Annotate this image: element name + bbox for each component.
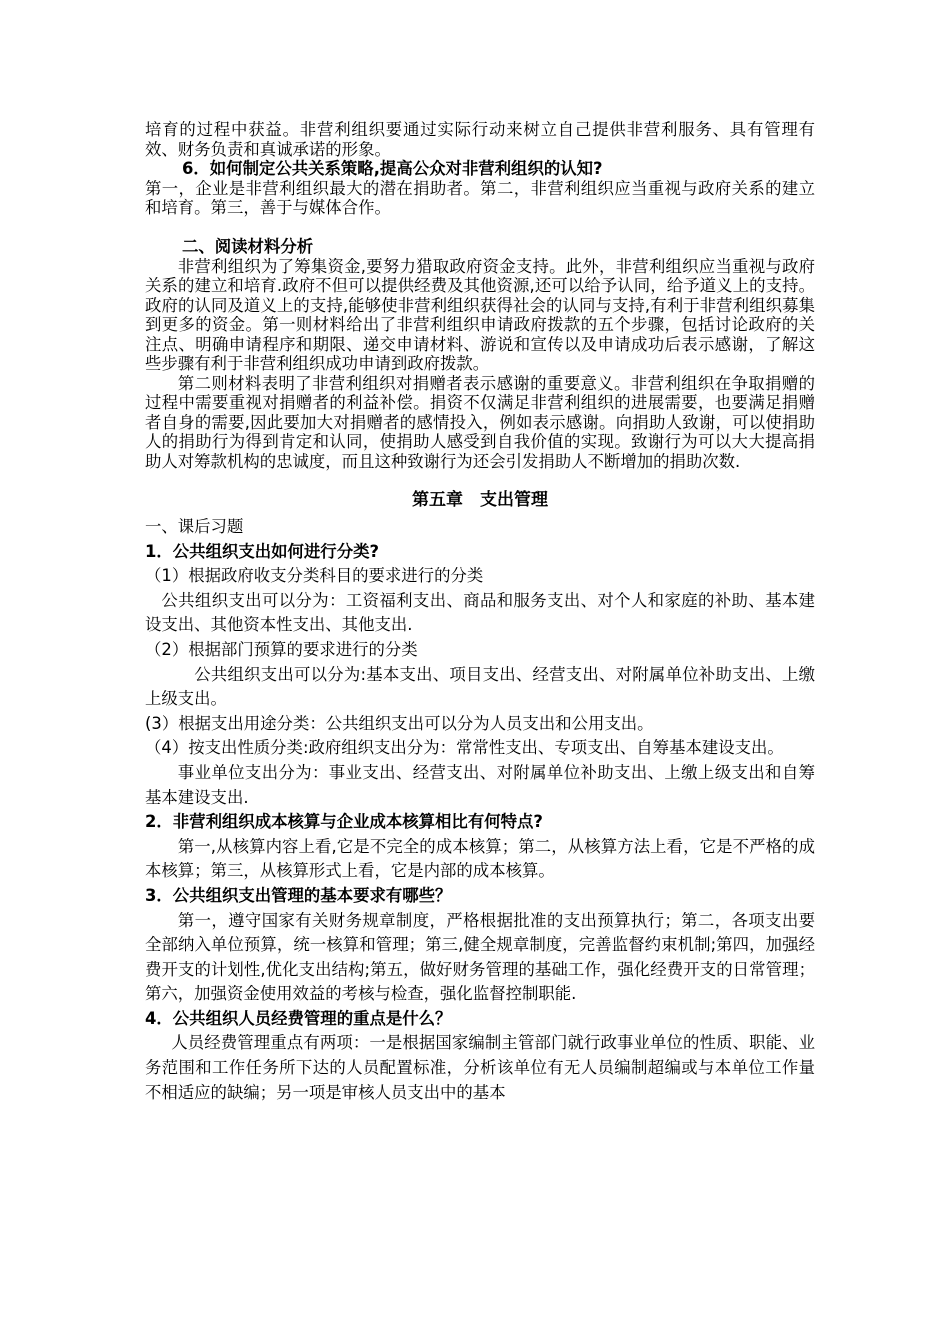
question-1-subtitle-2: （2）根据部门预算的要求进行的分类 (145, 639, 418, 659)
section-1-title: 一、课后习题 (145, 517, 244, 536)
reading-analysis-paragraph-1: 非营利组织为了筹集资金,要努力猎取政府资金支持。此外，非营利组织应当重视与政府关系的建立和培育.政府不但可以提供经费及其他资源,还可以给予认同，给予道义上的支持。政府的认同及道义上的支持,能够使非营利组织获得社会的认同与支持,有利于非营利组织募集到更多的资金。第一则材料给出了非营利组织申请政府拨款的五个步骤，包括讨论政府的关注点、明确申请程序和期限、递交申请材料、游说和宣传以及申请成功后表示感谢，了解这些步骤有利于非营利组织成功申请到政府拨款。 (145, 256, 815, 373)
question-6-title: 6．如何制定公共关系策略,提高公众对非营利组织的认知? (182, 159, 603, 178)
chapter-title: 第五章 支出管理 (412, 490, 548, 510)
continued-paragraph: 培育的过程中获益。非营利组织要通过实际行动来树立自己提供非营利服务、具有管理有效、财务负责和真诚承诺的形象。 (145, 120, 815, 159)
question-1-body-4: 事业单位支出分为：事业支出、经营支出、对附属单位补助支出、上缴上级支出和自筹基本建设支出. (145, 762, 815, 807)
upper-section (145, 120, 815, 471)
question-1-body-2: 公共组织支出可以分为:基本支出、项目支出、经营支出、对附属单位补助支出、上缴上级支出。 (145, 664, 815, 709)
question-3-title: 3．公共组织支出管理的基本要求有哪些？ (145, 885, 452, 905)
question-1-subtitle-4: （4）按支出性质分类:政府组织支出分为：常常性支出、专项支出、自筹基本建设支出。 (145, 738, 784, 758)
question-1-subtitle-1: （1）根据政府收支分类科目的要求进行的分类 (145, 566, 484, 586)
document-page (145, 120, 815, 1105)
question-3-answer: 第一，遵守国家有关财务规章制度，严格根据批准的支出预算执行；第二，各项支出要全部纳入单位预算，统一核算和管理；第三,健全规章制度，完善监督约束机制;第四，加强经费开支的计划性,优化支出结构;第五，做好财务管理的基础工作，强化经费开支的日常管理；第六，加强资金使用效益的考核与检查，强化监督控制职能. (145, 910, 815, 1004)
question-6-answer: 第一，企业是非营利组织最大的潜在捐助者。第二，非营利组织应当重视与政府关系的建立和培育。第三，善于与媒体合作。 (145, 178, 815, 217)
question-1-subtitle-3: (3）根据支出用途分类：公共组织支出可以分为人员支出和公用支出。 (145, 713, 654, 733)
question-4-title: 4．公共组织人员经费管理的重点是什么？ (145, 1008, 452, 1028)
question-4-answer: 人员经费管理重点有两项：一是根据国家编制主管部门就行政事业单位的性质、职能、业务范围和工作任务所下达的人员配置标准，分析该单位有无人员编制超编或与本单位工作量不相适应的缺编；另一项是审核人员支出中的基本 (145, 1033, 815, 1102)
question-2-title: 2．非营利组织成本核算与企业成本核算相比有何特点? (145, 812, 543, 832)
question-1-body-1: 公共组织支出可以分为：工资福利支出、商品和服务支出、对个人和家庭的补助、基本建设支出、其他资本性支出、其他支出. (145, 590, 815, 635)
reading-analysis-paragraph-2: 第二则材料表明了非营利组织对捐赠者表示感谢的重要意义。非营利组织在争取捐赠的过程中需要重视对捐赠者的利益补偿。捐资不仅满足非营利组织的进展需要，也要满足捐赠者自身的需要,因此要加大对捐赠者的感情投入，例如表示感谢。向捐助人致谢，可以使捐助人的捐助行为得到肯定和认同，使捐助人感受到自我价值的实现。致谢行为可以大大提高捐助人对筹款机构的忠诚度，而且这种致谢行为还会引发捐助人不断增加的捐助次数. (145, 373, 815, 471)
lower-section (145, 515, 815, 1105)
question-1-title: 1．公共组织支出如何进行分类? (145, 541, 379, 561)
question-2-answer: 第一,从核算内容上看,它是不完全的成本核算；第二，从核算方法上看，它是不严格的成本核算；第三，从核算形式上看，它是内部的成本核算。 (145, 836, 815, 881)
blank-line (145, 218, 815, 238)
section-2-title: 二、阅读材料分析 (182, 237, 314, 256)
